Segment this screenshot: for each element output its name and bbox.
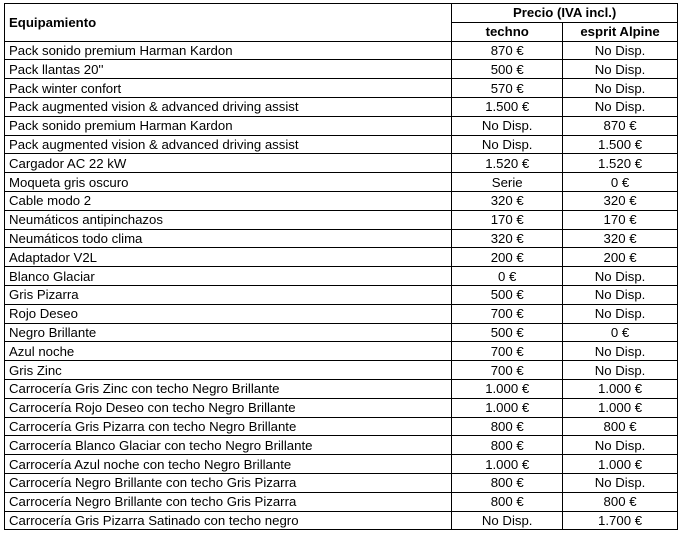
techno-price-cell: 320 €: [452, 229, 563, 248]
equipment-name-cell: Carrocería Azul noche con techo Negro Brillante: [5, 455, 452, 474]
esprit-alpine-price-cell: 870 €: [563, 116, 678, 135]
techno-price-cell: 1.520 €: [452, 154, 563, 173]
table-row: [5, 473, 678, 492]
table-row: [5, 248, 678, 267]
equipment-name-cell: Carrocería Gris Pizarra Satinado con techo negro: [5, 511, 452, 530]
table-row: [5, 455, 678, 474]
techno-price-cell: 170 €: [452, 210, 563, 229]
techno-price-cell: 1.000 €: [452, 379, 563, 398]
table-row: [5, 511, 678, 530]
esprit-alpine-column-header: esprit Alpine: [563, 22, 678, 41]
equipment-name-cell: Adaptador V2L: [5, 248, 452, 267]
techno-price-cell: 500 €: [452, 285, 563, 304]
table-row: [5, 342, 678, 361]
equipment-name-cell: Rojo Deseo: [5, 304, 452, 323]
esprit-alpine-price-cell: No Disp.: [563, 473, 678, 492]
equipment-name-cell: Gris Zinc: [5, 361, 452, 380]
esprit-alpine-price-cell: No Disp.: [563, 41, 678, 60]
techno-price-cell: No Disp.: [452, 135, 563, 154]
table-row: [5, 60, 678, 79]
equipment-price-table: [4, 3, 678, 530]
esprit-alpine-price-cell: 800 €: [563, 417, 678, 436]
techno-price-cell: 200 €: [452, 248, 563, 267]
equipment-name-cell: Neumáticos todo clima: [5, 229, 452, 248]
esprit-alpine-price-cell: 320 €: [563, 191, 678, 210]
price-group-header: Precio (IVA incl.): [452, 4, 678, 23]
techno-price-cell: 500 €: [452, 323, 563, 342]
table-row: [5, 154, 678, 173]
techno-price-cell: 1.000 €: [452, 398, 563, 417]
esprit-alpine-price-cell: 800 €: [563, 492, 678, 511]
esprit-alpine-price-cell: No Disp.: [563, 60, 678, 79]
equipment-name-cell: Carrocería Negro Brillante con techo Gris Pizarra: [5, 492, 452, 511]
equipment-name-cell: Carrocería Rojo Deseo con techo Negro Brillante: [5, 398, 452, 417]
equipment-name-cell: Gris Pizarra: [5, 285, 452, 304]
table-row: [5, 417, 678, 436]
techno-price-cell: 870 €: [452, 41, 563, 60]
equipment-name-cell: Pack winter confort: [5, 79, 452, 98]
esprit-alpine-price-cell: No Disp.: [563, 436, 678, 455]
table-body: [5, 41, 678, 530]
techno-price-cell: 800 €: [452, 436, 563, 455]
esprit-alpine-price-cell: 1.000 €: [563, 379, 678, 398]
esprit-alpine-price-cell: 0 €: [563, 173, 678, 192]
esprit-alpine-price-cell: 1.500 €: [563, 135, 678, 154]
table-row: [5, 116, 678, 135]
equipment-name-cell: Cargador AC 22 kW: [5, 154, 452, 173]
equipment-name-cell: Carrocería Gris Pizarra con techo Negro Brillante: [5, 417, 452, 436]
esprit-alpine-price-cell: 170 €: [563, 210, 678, 229]
techno-price-cell: 800 €: [452, 417, 563, 436]
techno-price-cell: 500 €: [452, 60, 563, 79]
equipment-name-cell: Pack sonido premium Harman Kardon: [5, 116, 452, 135]
esprit-alpine-price-cell: 200 €: [563, 248, 678, 267]
esprit-alpine-price-cell: No Disp.: [563, 304, 678, 323]
table-row: [5, 267, 678, 286]
equipment-name-cell: Neumáticos antipinchazos: [5, 210, 452, 229]
equipment-name-cell: Pack augmented vision & advanced driving assist: [5, 135, 452, 154]
table-row: [5, 173, 678, 192]
table-row: [5, 135, 678, 154]
table-row: [5, 79, 678, 98]
table-row: [5, 229, 678, 248]
equipment-name-cell: Carrocería Negro Brillante con techo Gris Pizarra: [5, 473, 452, 492]
table-row: [5, 97, 678, 116]
esprit-alpine-price-cell: 320 €: [563, 229, 678, 248]
equipment-name-cell: Moqueta gris oscuro: [5, 173, 452, 192]
esprit-alpine-price-cell: 1.700 €: [563, 511, 678, 530]
techno-price-cell: 0 €: [452, 267, 563, 286]
equipment-name-cell: Pack sonido premium Harman Kardon: [5, 41, 452, 60]
techno-price-cell: 1.000 €: [452, 455, 563, 474]
esprit-alpine-price-cell: 1.520 €: [563, 154, 678, 173]
esprit-alpine-price-cell: No Disp.: [563, 361, 678, 380]
techno-price-cell: 700 €: [452, 342, 563, 361]
equipment-name-cell: Carrocería Gris Zinc con techo Negro Brillante: [5, 379, 452, 398]
table-row: [5, 323, 678, 342]
equipment-column-header: Equipamiento: [5, 4, 452, 42]
techno-price-cell: 700 €: [452, 304, 563, 323]
techno-column-header: techno: [452, 22, 563, 41]
techno-price-cell: No Disp.: [452, 116, 563, 135]
esprit-alpine-price-cell: No Disp.: [563, 285, 678, 304]
equipment-name-cell: Negro Brillante: [5, 323, 452, 342]
table-row: [5, 210, 678, 229]
techno-price-cell: 800 €: [452, 473, 563, 492]
table-row: [5, 304, 678, 323]
techno-price-cell: Serie: [452, 173, 563, 192]
esprit-alpine-price-cell: No Disp.: [563, 79, 678, 98]
table-row: [5, 191, 678, 210]
esprit-alpine-price-cell: No Disp.: [563, 267, 678, 286]
table-row: [5, 285, 678, 304]
table-row: [5, 361, 678, 380]
esprit-alpine-price-cell: 1.000 €: [563, 455, 678, 474]
table-row: [5, 436, 678, 455]
techno-price-cell: 320 €: [452, 191, 563, 210]
techno-price-cell: 800 €: [452, 492, 563, 511]
equipment-name-cell: Pack llantas 20'': [5, 60, 452, 79]
equipment-name-cell: Pack augmented vision & advanced driving assist: [5, 97, 452, 116]
techno-price-cell: 1.500 €: [452, 97, 563, 116]
esprit-alpine-price-cell: No Disp.: [563, 97, 678, 116]
techno-price-cell: 700 €: [452, 361, 563, 380]
techno-price-cell: 570 €: [452, 79, 563, 98]
esprit-alpine-price-cell: 1.000 €: [563, 398, 678, 417]
table-row: [5, 41, 678, 60]
table-row: [5, 398, 678, 417]
esprit-alpine-price-cell: No Disp.: [563, 342, 678, 361]
techno-price-cell: No Disp.: [452, 511, 563, 530]
equipment-name-cell: Cable modo 2: [5, 191, 452, 210]
table-row: [5, 379, 678, 398]
esprit-alpine-price-cell: 0 €: [563, 323, 678, 342]
header-row-top: [5, 4, 678, 23]
equipment-name-cell: Blanco Glaciar: [5, 267, 452, 286]
table-row: [5, 492, 678, 511]
equipment-name-cell: Carrocería Blanco Glaciar con techo Negro Brillante: [5, 436, 452, 455]
equipment-name-cell: Azul noche: [5, 342, 452, 361]
